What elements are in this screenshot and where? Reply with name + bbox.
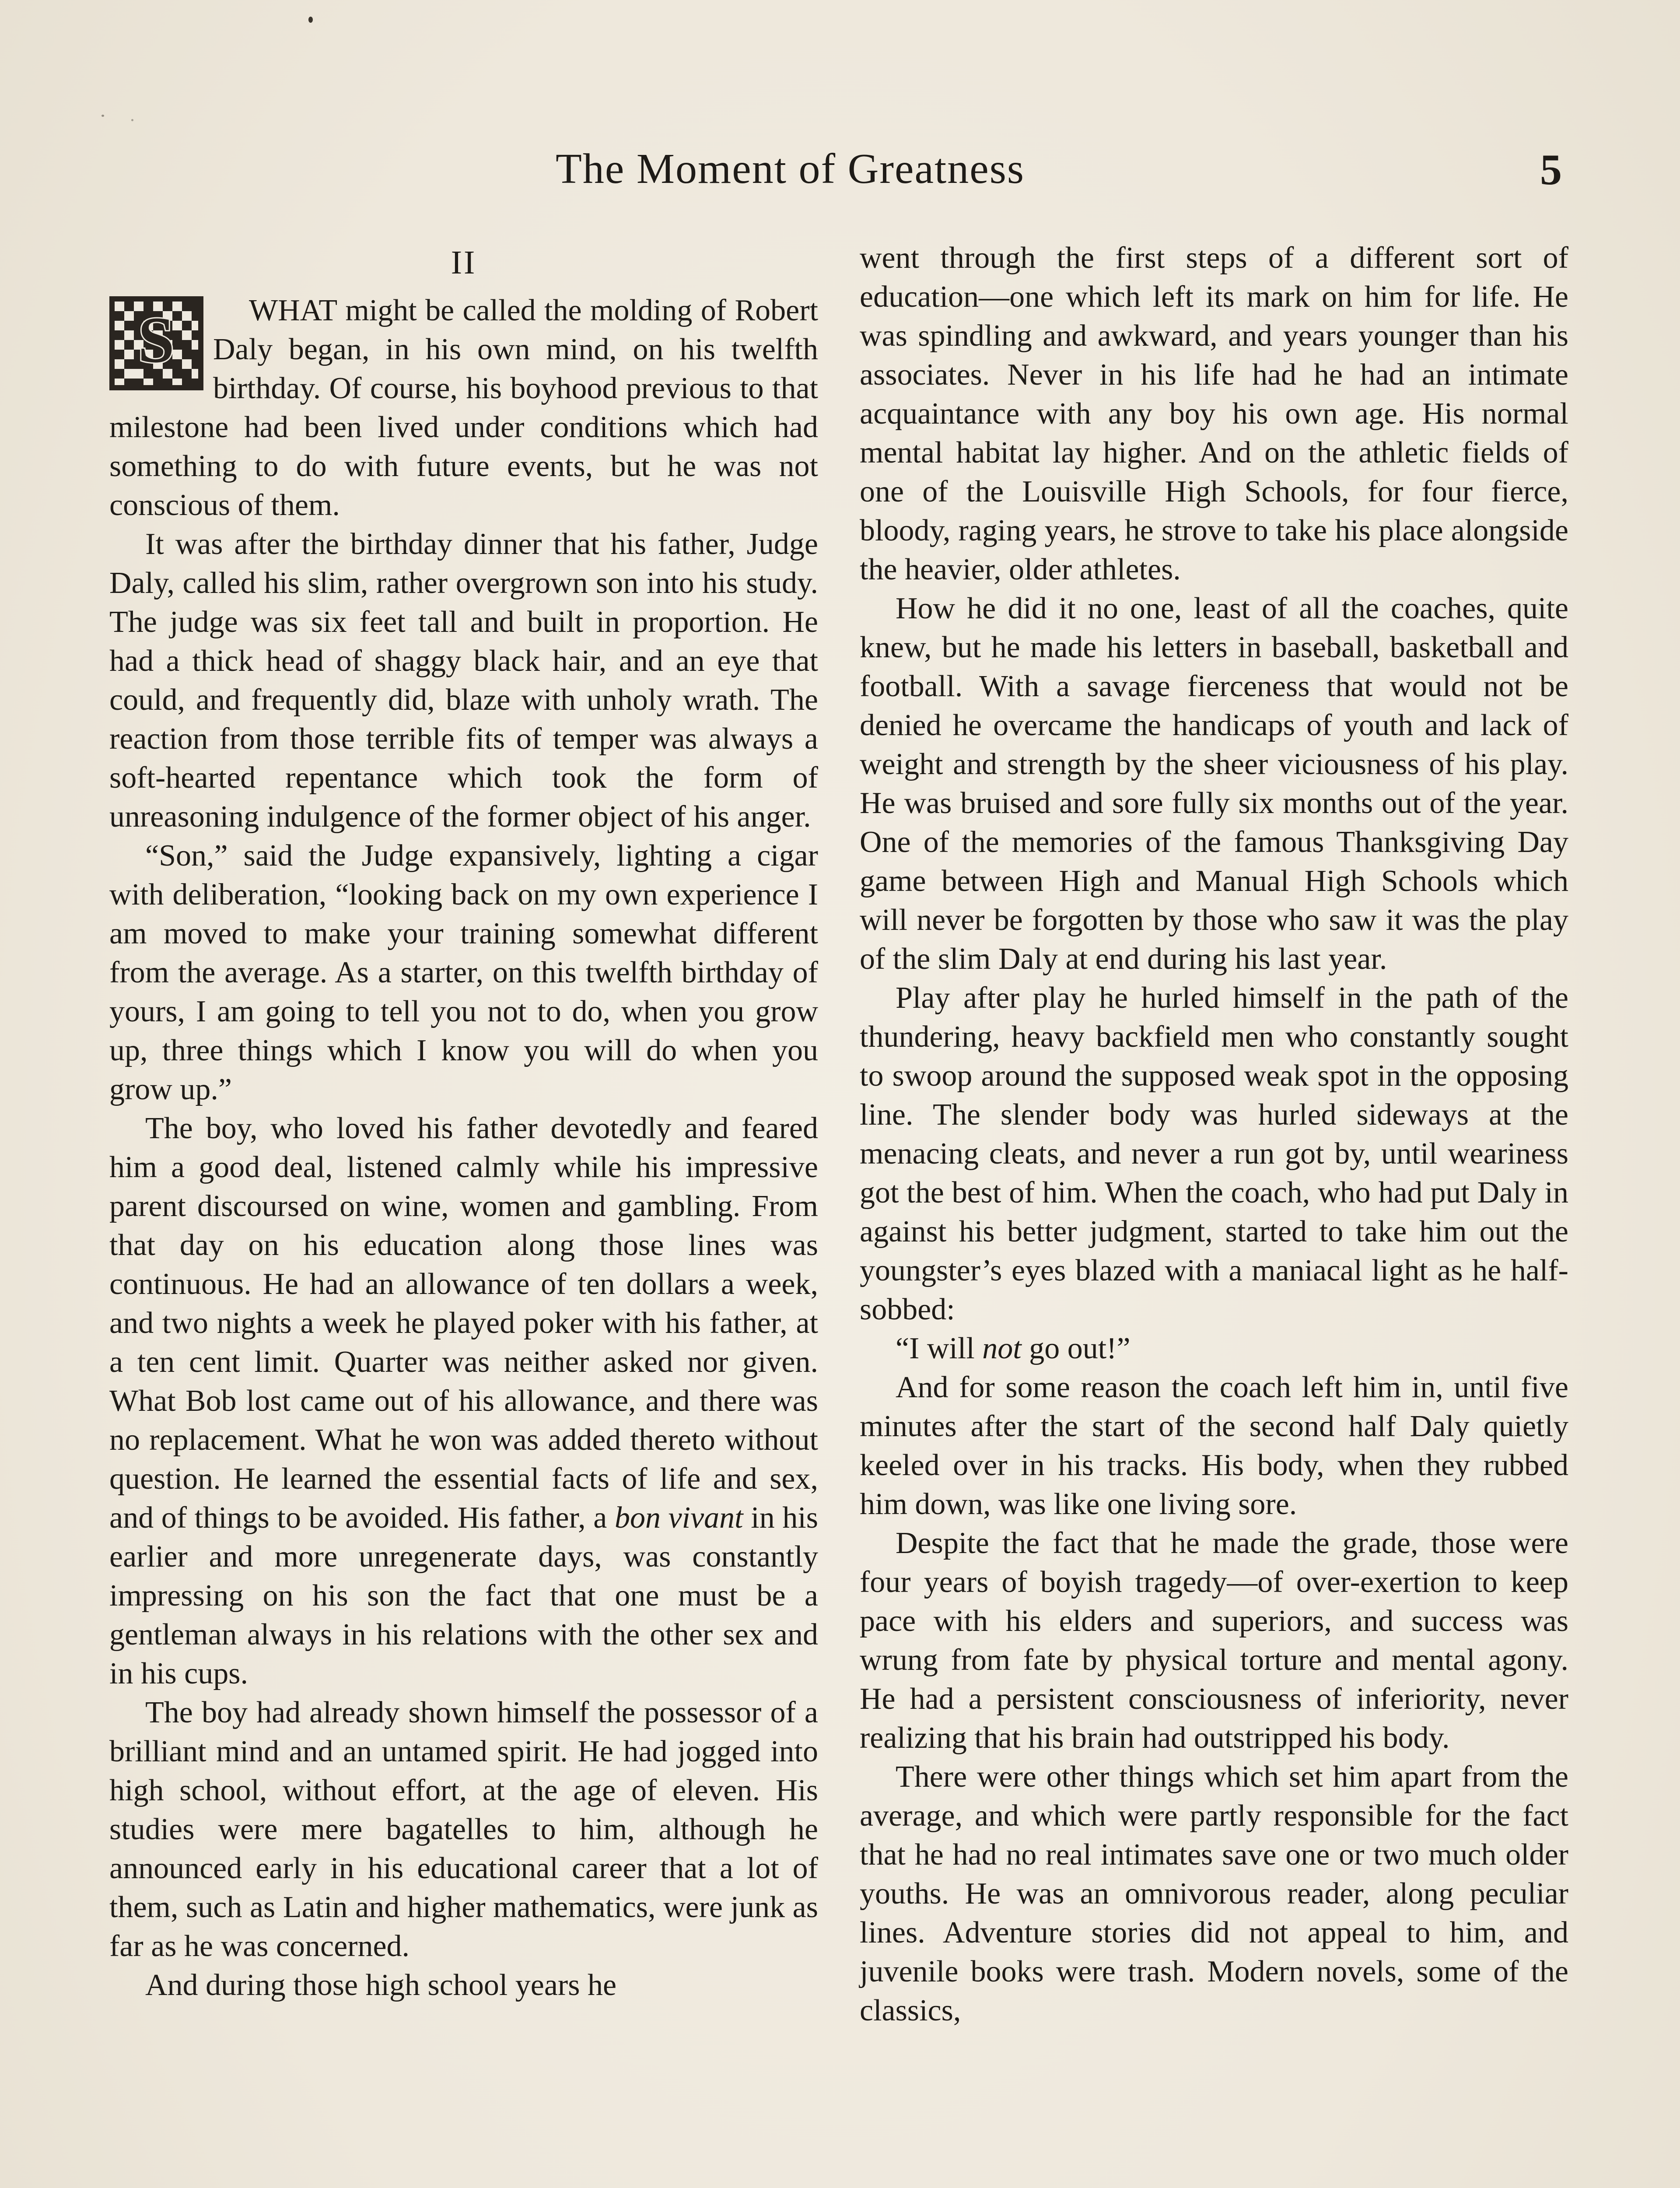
paragraph: Despite the fact that he made the grade, those were four years of boyish tragedy—of over-exertion to keep pace with his elders and superiors, and success was wrung from fate by physical torture and mental agony. He had a persistent consciousness of inferiority, never realizing that his brain had outstripped his body.: [860, 1526, 1568, 1755]
paragraph: And during those high school years he: [145, 1968, 617, 2002]
page-number: 5: [1540, 145, 1562, 194]
ink-speck: [308, 17, 313, 23]
paragraph: It was after the birthday dinner that his father, Judge Daly, called his slim, rather overgrown son into his study. The judge was six feet tall and built in proportion. He had a thick head of shaggy black hair, and an eye that could, and frequently did, blaze with unholy wrath. The reaction from those terrible fits of temper was always a soft-hearted repentance which took the form of unreasoning indulgence of the former object of his anger.: [109, 527, 818, 834]
drop-cap-ornament-icon: [109, 296, 203, 390]
paragraph: went through the first steps of a different sort of education—one which left its mark on him for life. He was spindling and awkward, and years younger than his associates. Never in his life had he had an intimate acquaintance with any boy his own age. His normal mental habitat lay higher. And on the athletic fields of one of the Louisville High Schools, for four fierce, bloody, raging years, he strove to take his place alongside the heavier, older athletes.: [860, 241, 1568, 586]
paragraph: The boy had already shown himself the possessor of a brilliant mind and an untamed spirit. He had jogged into high school, without effort, at the age of eleven. His studies were mere bagatelles to him, although he announced early in his educational career that a lot of them, such as Latin and higher mathematics, were junk as far as he was concerned.: [109, 1696, 818, 1963]
drop-cap-svg: [109, 296, 203, 390]
paragraph-text: “I will: [896, 1332, 983, 1365]
section-number: II: [451, 244, 477, 281]
paragraph-text: in his earlier and more unregenerate days, was constantly impressing on his son the fact that one must be a gentleman always in his relations with the other sex and in his cups.: [109, 1501, 819, 1690]
paragraph: Play after play he hurled himself in the path of the thundering, heavy backfield men who constantly sought to swoop around the supposed weak spot in the opposing line. The slender body was hurled sideways at the menacing cleats, and never a run got by, until weariness got the best of him. When the coach, who had put Daly in against his better judgment, started to take him out the youngster’s eyes blazed with a maniacal light as he half-sobbed:: [860, 981, 1568, 1326]
drop-cap-letter: S: [138, 304, 175, 376]
right-column: [860, 238, 1568, 2030]
paragraph: [109, 291, 818, 525]
paragraph-text: go out!”: [1021, 1332, 1130, 1365]
paragraph: “Son,” said the Judge expansively, lighting a cigar with deliberation, “looking back on my own experience I am moved to make your training somewhat different from the average. As a starter, on this twelfth birthday of yours, I am going to tell you not to do, when you grow up, three things which I know you will do when you grow up.”: [109, 839, 818, 1106]
running-title: The Moment of Greatness: [556, 145, 1025, 193]
italic-phrase: bon vivant: [614, 1501, 743, 1535]
paragraph: How he did it no one, least of all the coaches, quite knew, but he made his letters in baseball, basketball and football. With a savage fierceness that would not be denied he overcame the handicaps of youth and lack of weight and strength by the sheer viciousness of his play. He was bruised and sore fully six months out of the year. One of the memories of the famous Thanksgiving Day game between High and Manual High Schools which will never be forgotten by those who saw it was the play of the slim Daly at end during his last year.: [860, 592, 1568, 976]
paragraph-text: The boy, who loved his father devotedly and feared him a good deal, listened calmly while his impressive parent discoursed on wine, women and gambling. From that day on his education along those lines was continuous. He had an allowance of ten dollars a week, and two nights a week he played poker with his father, at a ten cent limit. Quarter was neither asked nor given. What Bob lost came out of his allowance, and there was no replacement. What he won was added thereto without question. He learned the essential facts of life and sex, and of things to be avoided. His father, a: [109, 1112, 818, 1535]
italic-phrase: not: [982, 1332, 1022, 1365]
running-header: [0, 131, 1680, 197]
paragraph: And for some reason the coach left him in, until five minutes after the start of the second half Daly quietly keeled over in his tracks. His body, when they rubbed him down, was like one living sore.: [860, 1371, 1568, 1521]
paragraph: [109, 1109, 818, 1693]
paragraph: [860, 1329, 1568, 1368]
paragraph-text: WHAT might be called the molding of Robert Daly began, in his own mind, on his twelfth birthday. Of course, his boyhood previous to that milestone had been lived under conditions which had something to do with future events, but he was not conscious of them.: [109, 294, 818, 522]
ink-speck: [102, 115, 104, 117]
left-column: [109, 238, 818, 2005]
ink-speck: [131, 119, 133, 121]
paragraph: There were other things which set him apart from the average, and which were partly responsible for the fact that he had no real intimates save one or two much older youths. He was an omnivorous reader, along peculiar lines. Adventure stories did not appeal to him, and juvenile books were trash. Modern novels, some of the classics,: [860, 1760, 1568, 2027]
